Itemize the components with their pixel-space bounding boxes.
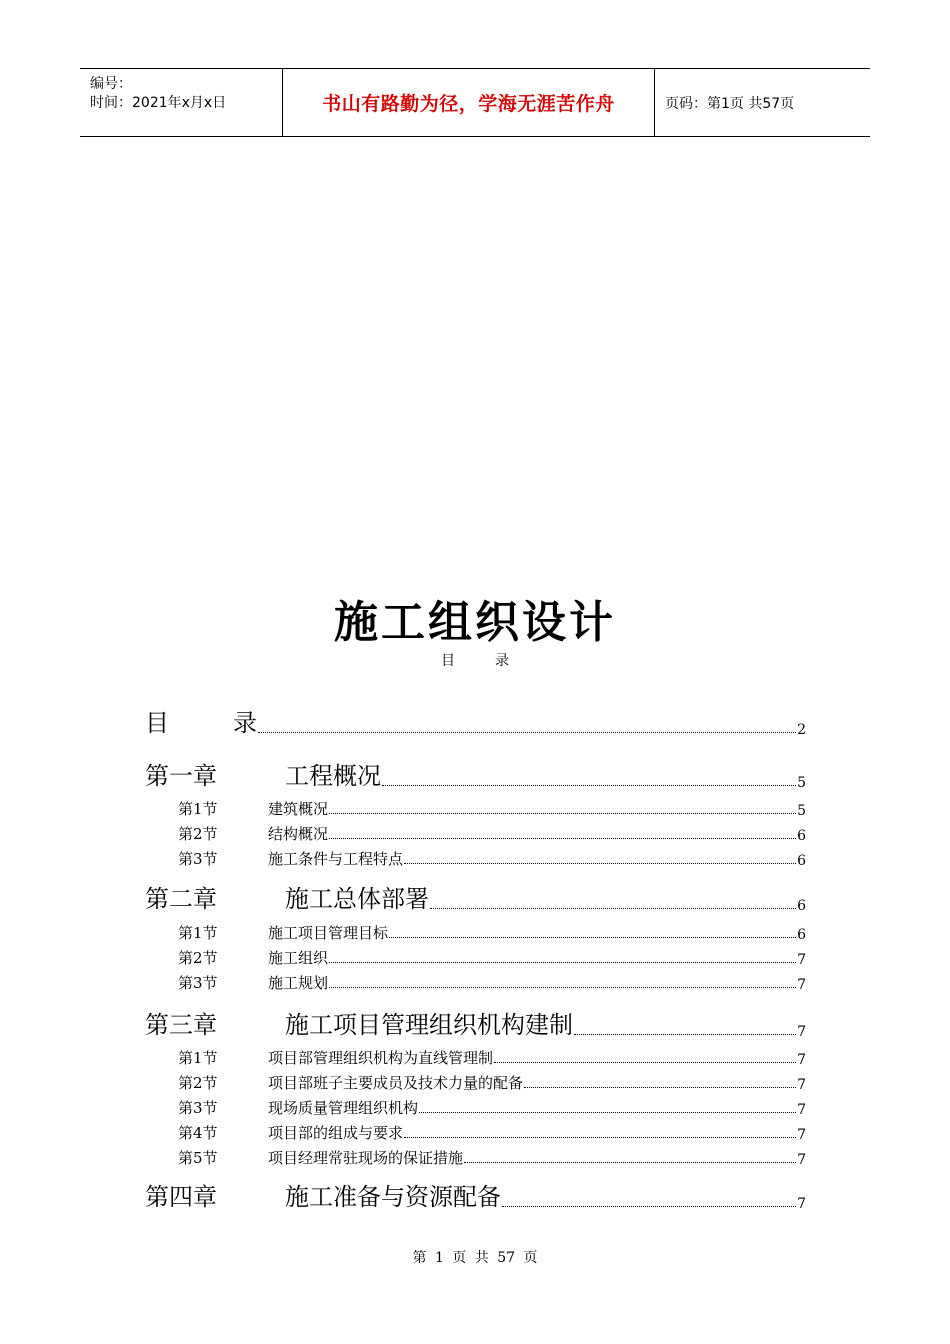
toc-leader-dots bbox=[258, 732, 796, 733]
toc-entry-page: 6 bbox=[797, 828, 806, 844]
toc-entry-page: 7 bbox=[797, 1127, 806, 1143]
toc-entry-title: 项目部班子主要成员及技术力量的配备 bbox=[268, 1074, 524, 1092]
toc-entry-title: 施工组织 bbox=[268, 949, 329, 967]
header-meta-cell bbox=[80, 69, 283, 136]
toc-entry[interactable] bbox=[178, 948, 806, 968]
toc-entry-page: 7 bbox=[797, 1024, 806, 1040]
toc-entry-page: 7 bbox=[797, 952, 806, 968]
toc-entry-page: 7 bbox=[797, 977, 806, 993]
toc-entry-page: 6 bbox=[797, 898, 806, 914]
header-motto-cell bbox=[283, 69, 655, 136]
toc-entry-title: 现场质量管理组织机构 bbox=[268, 1099, 419, 1117]
toc-entry-label: 第四章 bbox=[145, 1183, 217, 1211]
toc-entry-label: 第3节 bbox=[178, 974, 218, 992]
toc-leader-dots bbox=[430, 908, 796, 909]
toc-entry[interactable] bbox=[178, 1123, 806, 1143]
toc-leader-dots bbox=[389, 937, 796, 938]
toc-leader-dots bbox=[494, 1062, 796, 1063]
toc-leader-dots bbox=[404, 1137, 796, 1138]
header-page-cell bbox=[655, 69, 870, 136]
toc-entry[interactable] bbox=[145, 1180, 806, 1212]
toc-entry-label: 第2节 bbox=[178, 949, 218, 967]
toc-entry-label: 第1节 bbox=[178, 800, 218, 818]
toc-leader-dots bbox=[419, 1112, 796, 1113]
toc-leader-dots bbox=[524, 1087, 796, 1088]
motto-text: 书山有路勤为径，学海无涯苦作舟 bbox=[322, 93, 615, 115]
toc-entry-title: 施工规划 bbox=[268, 974, 329, 992]
toc-entry-title: 施工项目管理组织机构建制 bbox=[285, 1011, 573, 1039]
toc-entry-title: 施工条件与工程特点 bbox=[268, 850, 404, 868]
toc-entry[interactable] bbox=[178, 973, 806, 993]
toc-entry-page: 6 bbox=[797, 853, 806, 869]
toc-entry-title: 施工总体部署 bbox=[285, 885, 429, 913]
toc-entry-title: 项目经理常驻现场的保证措施 bbox=[268, 1149, 464, 1167]
toc-entry-page: 7 bbox=[797, 1102, 806, 1118]
toc-entry-page: 2 bbox=[797, 722, 806, 738]
toc-entry-title: 施工项目管理目标 bbox=[268, 924, 389, 942]
toc-entry-page: 5 bbox=[797, 803, 806, 819]
toc-entry-title: 录 bbox=[233, 709, 257, 737]
toc-entry[interactable] bbox=[178, 1073, 806, 1093]
toc-entry[interactable] bbox=[145, 706, 806, 738]
toc-entry-title: 项目部的组成与要求 bbox=[268, 1124, 404, 1142]
toc-leader-dots bbox=[329, 987, 796, 988]
toc-entry[interactable] bbox=[178, 849, 806, 869]
toc-entry[interactable] bbox=[145, 759, 806, 791]
toc-entry-title: 结构概况 bbox=[268, 825, 329, 843]
toc-leader-dots bbox=[404, 863, 796, 864]
toc-heading: 目录 bbox=[441, 653, 549, 669]
document-title: 施工组织设计 bbox=[334, 597, 616, 648]
toc-entry-page: 7 bbox=[797, 1196, 806, 1212]
page-header bbox=[80, 68, 870, 137]
toc-entry-label: 第三章 bbox=[145, 1011, 217, 1039]
toc-entry-label: 第5节 bbox=[178, 1149, 218, 1167]
toc-leader-dots bbox=[464, 1162, 796, 1163]
toc-entry[interactable] bbox=[178, 1098, 806, 1118]
toc-entry-title: 施工准备与资源配备 bbox=[285, 1183, 501, 1211]
toc-entry[interactable] bbox=[178, 923, 806, 943]
toc-entry-label: 第1节 bbox=[178, 1049, 218, 1067]
toc-entry-page: 5 bbox=[797, 775, 806, 791]
toc-entry-label: 第二章 bbox=[145, 885, 217, 913]
toc-entry[interactable] bbox=[145, 1008, 806, 1040]
toc-entry[interactable] bbox=[178, 799, 806, 819]
toc-entry-label: 目 bbox=[145, 709, 169, 737]
toc-entry[interactable] bbox=[178, 1148, 806, 1168]
toc-leader-dots bbox=[382, 785, 796, 786]
toc-entry-label: 第3节 bbox=[178, 850, 218, 868]
toc-entry[interactable] bbox=[178, 1048, 806, 1068]
toc-leader-dots bbox=[329, 838, 796, 839]
toc-entry-label: 第1节 bbox=[178, 924, 218, 942]
toc-leader-dots bbox=[574, 1034, 796, 1035]
toc-entry-label: 第4节 bbox=[178, 1124, 218, 1142]
toc-leader-dots bbox=[329, 962, 796, 963]
toc-entry-title: 建筑概况 bbox=[268, 800, 329, 818]
toc-entry-label: 第2节 bbox=[178, 1074, 218, 1092]
toc-entry[interactable] bbox=[145, 882, 806, 914]
toc-entry-page: 7 bbox=[797, 1052, 806, 1068]
toc-entry-label: 第2节 bbox=[178, 825, 218, 843]
toc-entry-page: 6 bbox=[797, 927, 806, 943]
toc-leader-dots bbox=[329, 813, 796, 814]
toc-entry-label: 第一章 bbox=[145, 762, 217, 790]
toc-leader-dots bbox=[502, 1206, 796, 1207]
toc-entry-page: 7 bbox=[797, 1152, 806, 1168]
page-footer: 第 1 页 共 57 页 bbox=[412, 1250, 538, 1266]
time-label: 时间：2021年x月x日 bbox=[90, 95, 227, 111]
number-label: 编号： bbox=[90, 76, 132, 92]
toc-entry-page: 7 bbox=[797, 1077, 806, 1093]
toc-entry[interactable] bbox=[178, 824, 806, 844]
toc-entry-label: 第3节 bbox=[178, 1099, 218, 1117]
toc-entry-title: 项目部管理组织机构为直线管理制 bbox=[268, 1049, 494, 1067]
header-page-info: 页码：第1页 共57页 bbox=[665, 95, 795, 112]
toc-entry-title: 工程概况 bbox=[285, 762, 381, 790]
